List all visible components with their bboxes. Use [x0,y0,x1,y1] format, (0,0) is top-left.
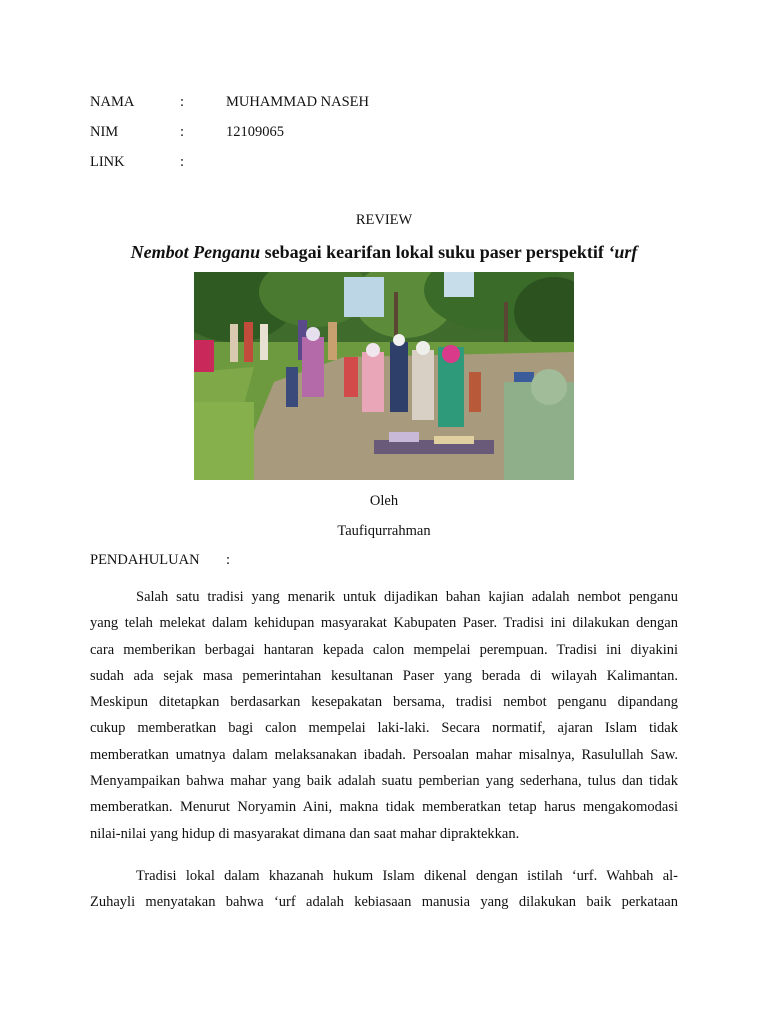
paragraph-line: cukup memberatkan bagi calon mempelai laki-laki. Secara normatif, ajaran Islam tidak [90,720,678,737]
title-tail-italic: ‘urf [608,242,638,262]
paragraph-line: Tradisi lokal dalam khazanah hukum Islam dikenal dengan istilah ‘urf. Wahbah al- [136,868,678,884]
paragraph-line: Meskipun ditetapkan berdasarkan kesepakatan bersama, tradisi nembot penganu dipandang [90,694,678,711]
paragraph-line: Salah satu tradisi yang menarik untuk dijadikan bahan kajian adalah nembot penganu [136,589,678,605]
section-colon: : [226,552,231,568]
document-title [0,241,768,263]
photo-illustration [194,272,574,480]
identity-label: LINK [90,154,125,170]
title-italic-part: Nembot Penganu [130,242,261,262]
section-label: PENDAHULUAN [90,552,200,568]
identity-colon: : [180,94,185,110]
photo-wedding-procession [194,272,574,480]
identity-label: NAMA [90,94,135,110]
title-main-part: sebagai kearifan lokal suku paser perspektif [260,242,609,262]
paragraph-line: memberatkan umatnya dalam melaksanakan ibadah. Persoalan mahar misalnya, Rasulullah Saw. [90,746,678,763]
paragraph-line: memberatkan. Menurut Noryamin Aini, makna tidak memberatkan tetap harus mengakomodasi [90,799,678,816]
identity-value: 12109065 [226,124,284,140]
section-heading [90,551,231,569]
identity-row-nim [90,123,590,141]
identity-colon: : [180,124,185,140]
identity-row-name [90,93,590,111]
paragraph-line: nilai-nilai yang hidup di masyarakat dimana dan saat mahar dipraktekkan. [90,825,520,842]
paragraph-line: yang telah melekat dalam kehidupan masyarakat Kabupaten Paser. Tradisi ini dilakukan dengan [90,615,678,632]
paragraph-line: sudah ada sejak masa pemerintahan kesultanan Paser yang berada di wilayah Kalimantan. [90,667,678,684]
identity-colon: : [180,154,185,170]
paragraph-line: cara memberikan berbagai hantaran kepada calon mempelai perempuan. Tradisi ini diyakini [90,641,678,658]
byline-author: Taufiqurrahman [337,523,431,539]
byline-by: Oleh [369,493,399,509]
paragraph-introduction [90,584,678,847]
paragraph-urf [90,863,678,916]
identity-label: NIM [90,124,119,140]
paragraph-line: Menyampaikan bahwa mahar yang baik adalah suatu pemberian yang sederhana, tulus dan tidak [90,773,678,790]
identity-value: MUHAMMAD NASEH [226,94,369,110]
paragraph-line: Zuhayli menyatakan bahwa ‘urf adalah kebiasaan manusia yang dilakukan baik perkataan [90,894,678,911]
review-heading: REVIEW [355,212,413,228]
identity-row-link [90,153,590,171]
